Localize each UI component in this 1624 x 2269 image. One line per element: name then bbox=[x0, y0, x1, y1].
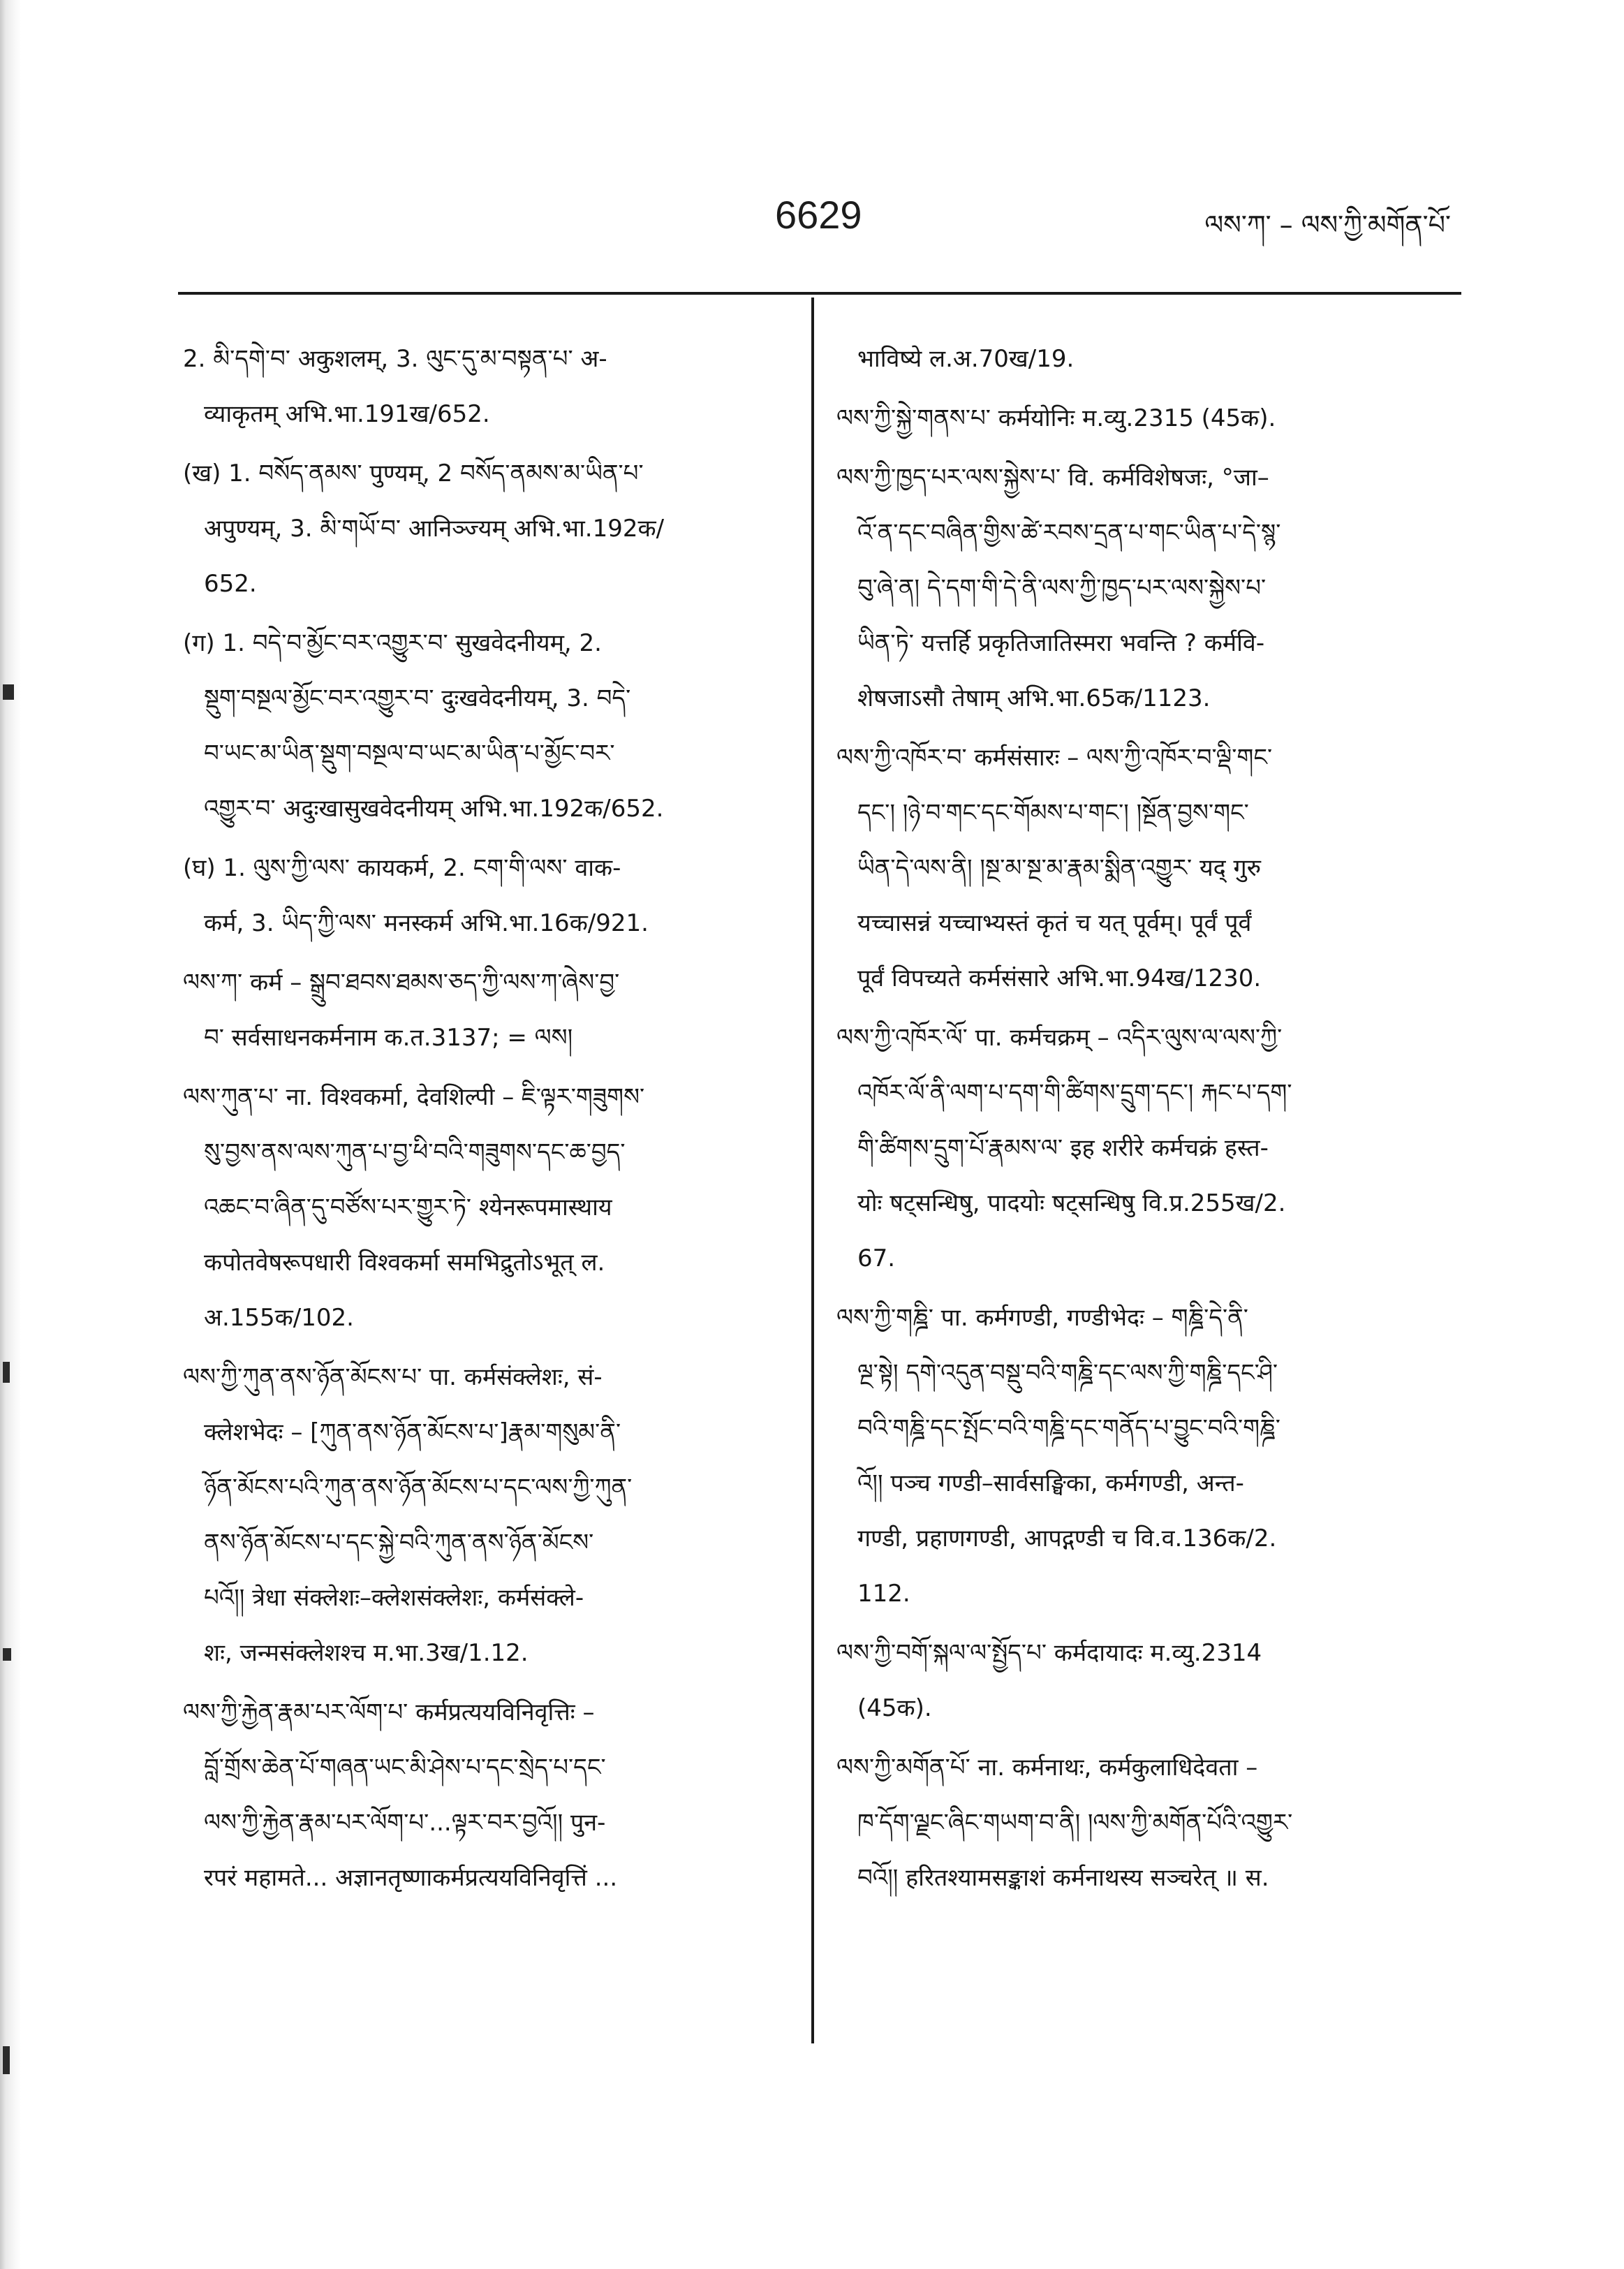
dictionary-entry bbox=[183, 332, 797, 442]
entry-line: पूर्वं विपच्यते कर्मसंसारे अभि.भा.94ख/1230. bbox=[857, 964, 1262, 992]
entry-line: अ.155क/102. bbox=[204, 1304, 354, 1332]
dictionary-entry bbox=[836, 1291, 1451, 1622]
entry-line: ལས་ཀྱི་གཎྜི་ पा. कर्मगण्डी, गण्डीभेदः – གཎྜི་དེ་ནི་ bbox=[836, 1304, 1248, 1332]
dictionary-entry bbox=[836, 1011, 1451, 1286]
entry-line: अपुण्यम्, 3. མི་གཡོ་བ་ आनिञ्ज्यम् अभि.भा.192क/ bbox=[204, 515, 665, 543]
entry-line: यच्चासन्नं यच्चाभ्यस्तं कृतं च यत् पूर्वम्। पूर्वं पूर्वं bbox=[857, 909, 1252, 937]
entry-line: शेषजाऽसौ तेषाम् अभि.भा.65क/1123. bbox=[857, 684, 1211, 712]
entry-line: (ख) 1. བསོད་ནམས་ पुण्यम्, 2 བསོད་ནམས་མ་ཡིན་པ་ bbox=[183, 460, 644, 487]
entry-line: བློ་གྲོས་ཆེན་པོ་གཞན་ཡང་མི་ཤེས་པ་དང་སྲེད་པ་དང་ bbox=[204, 1754, 606, 1782]
entry-line: བ་ཡང་མ་ཡིན་སྡུག་བསྔལ་བ་ཡང་མ་ཡིན་པ་མྱོང་བར་ bbox=[204, 740, 615, 768]
entry-line: འཁོར་ལོ་ནི་ལག་པ་དག་གི་ཚིགས་དྲུག་དང་། རྐང་པ་དག་ bbox=[857, 1079, 1292, 1107]
page-number: 6629 bbox=[775, 193, 862, 237]
entry-line: क्लेशभेदः – [ཀུན་ནས་ཉོན་མོངས་པ་]རྣམ་གསུམ་ནི་ bbox=[204, 1418, 621, 1446]
scan-mark bbox=[3, 1362, 10, 1383]
left-column bbox=[183, 332, 797, 1910]
entry-line: བུ་ཞེ་ན། དེ་དག་གི་དེ་ནི་ལས་ཀྱི་ཁྱད་པར་ལས་སྐྱེས་པ་ bbox=[857, 574, 1267, 602]
entry-line: (घ) 1. ལུས་ཀྱི་ལས་ कायकर्म, 2. ངག་གི་ལས་ वाक- bbox=[183, 854, 621, 882]
entry-line: योः षट्सन्धिषु, पादयोः षट्सन्धिषु वि.प्र.255ख/2. bbox=[857, 1189, 1286, 1217]
entry-line: བ་ सर्वसाधनकर्मनाम क.त.3137; = ལས། bbox=[204, 1024, 573, 1052]
entry-line: ལས་ཀྱི་སྐྱེ་གནས་པ་ कर्मयोनिः म.व्यु.2315 (45क). bbox=[836, 404, 1276, 432]
scan-mark bbox=[3, 684, 14, 700]
entry-line: गण्डी, प्रहाणगण्डी, आपद्गण्डी च वि.व.136क/2. bbox=[857, 1525, 1277, 1552]
entry-line: ནས་ཉོན་མོངས་པ་དང་སྐྱེ་བའི་ཀུན་ནས་ཉོན་མོངས་ bbox=[204, 1529, 594, 1557]
entry-line: བའོ།། हरितश्यामसङ्काशं कर्मनाथस्य सञ्चरेत् ॥ स. bbox=[857, 1864, 1269, 1892]
dictionary-entry bbox=[183, 1685, 797, 1906]
entry-line: ལས་ཀྱི་འཁོར་ལོ་ पा. कर्मचक्रम् – འདིར་ལུས་ལ་ལས་ཀྱི་ bbox=[836, 1024, 1283, 1052]
entry-line: ལས་ཀ་ कर्म – སྒྲུབ་ཐབས་ཐམས་ཅད་ཀྱི་ལས་ཀ་ཞེས་བྱ་ bbox=[183, 969, 620, 997]
dictionary-entry bbox=[836, 730, 1451, 1006]
dictionary-entry bbox=[183, 616, 797, 837]
entry-line: ལས་ཀྱི་འཁོར་བ་ कर्मसंसारः – ལས་ཀྱི་འཁོར་བ་ལྡི་གང་ bbox=[836, 744, 1273, 772]
dictionary-entry bbox=[183, 446, 797, 612]
running-head: ལས་ཀ་ – ལས་ཀྱི་མགོན་པོ་ bbox=[1204, 210, 1451, 240]
column-divider bbox=[811, 298, 814, 2043]
dictionary-entry bbox=[836, 450, 1451, 726]
entry-line: कपोतवेषरूपधारी विश्वकर्मा समभिद्रुतोऽभूत् ल. bbox=[204, 1249, 605, 1277]
entry-line: འོ་ན་དང་བཞིན་གྱིས་ཚེ་རབས་དྲན་པ་གང་ཡིན་པ་དེ་སྙ་ bbox=[857, 519, 1281, 547]
entry-line: कर्म, 3. ཡིད་ཀྱི་ལས་ मनस्कर्म अभि.भा.16क/921. bbox=[204, 909, 649, 937]
dictionary-entry bbox=[836, 391, 1451, 446]
entry-line: སྡུག་བསྔལ་མྱོང་བར་འགྱུར་བ་ दुःखवेदनीयम्, 3. བདེ་ bbox=[204, 684, 631, 712]
header-rule bbox=[178, 292, 1461, 295]
entry-line: འོ།། पञ्च गण्डी–सार्वसङ्घिका, कर्मगण्डी, अन्त- bbox=[857, 1469, 1244, 1497]
entry-line: शः, जन्मसंक्लेशश्च म.भा.3ख/1.12. bbox=[204, 1639, 529, 1667]
entry-line: ཡིན་ཏེ་ यत्तर्हि प्रकृतिजातिस्मरा भवन्ति ? कर्मवि- bbox=[857, 629, 1265, 657]
entry-line: 112. bbox=[857, 1580, 910, 1608]
scan-mark bbox=[3, 1648, 11, 1661]
entry-line: 67. bbox=[857, 1244, 896, 1272]
entry-line: (ग) 1. བདེ་བ་མྱོང་བར་འགྱུར་བ་ सुखवेदनीयम्, 2. bbox=[183, 629, 602, 657]
entry-line: 2. མི་དགེ་བ་ अकुशलम्, 3. ལུང་དུ་མ་བསྟན་པ་ अ- bbox=[183, 345, 607, 373]
entry-line: ལས་ཀྱི་མགོན་པོ་ ना. कर्मनाथः, कर्मकुलाधिदेवता – bbox=[836, 1754, 1258, 1782]
entry-line: ཡིན་དེ་ལས་ནི། །སྔ་མ་སྔ་མ་རྣམ་སྨིན་འགྱུར་ यद् गुरु bbox=[857, 854, 1262, 882]
dictionary-entry bbox=[183, 955, 797, 1066]
entry-line: སུ་བྱས་ནས་ལས་ཀུན་པ་བྱ་ཕི་བའི་གཟུགས་དང་ཆ་བྱད་ bbox=[204, 1138, 626, 1166]
dictionary-entry bbox=[836, 1626, 1451, 1736]
entry-line: रपरं महामते... अज्ञानतृष्णाकर्मप्रत्ययविनिवृत्तिं ... bbox=[204, 1864, 618, 1892]
entry-line: གི་ཚིགས་དྲུག་པོ་རྣམས་ལ་ इह शरीरे कर्मचक्रं हस्त- bbox=[857, 1134, 1269, 1162]
entry-line: ལས་ཀྱི་ཀུན་ནས་ཉོན་མོངས་པ་ पा. कर्मसंक्लेशः, सं- bbox=[183, 1363, 603, 1391]
entry-line: (45क). bbox=[857, 1694, 932, 1722]
entry-line: ལྔ་སྟེ། དགེ་འདུན་བསྡུ་བའི་གཎྜི་དང་ལས་ཀྱི་གཎྜི་དང་ཤི་ bbox=[857, 1359, 1278, 1387]
entry-line: ལས་ཀྱི་ཁྱད་པར་ལས་སྐྱེས་པ་ वि. कर्मविशेषजः, °जा– bbox=[836, 464, 1269, 492]
entry-line: ལས་ཀུན་པ་ ना. विश्वकर्मा, देवशिल्पी – ཇི་ལྟར་གཟུགས་ bbox=[183, 1083, 645, 1111]
entry-line: འགྱུར་བ་ अदुःखासुखवेदनीयम् अभि.भा.192क/652. bbox=[204, 795, 664, 823]
entry-line: भाविष्ये ल.अ.70ख/19. bbox=[857, 345, 1075, 373]
dictionary-entry bbox=[183, 841, 797, 951]
entry-line: ལས་ཀྱི་རྐྱེན་རྣམ་པར་ལོག་པ་...ལྟར་བར་བྱའོ།། पुन- bbox=[204, 1809, 606, 1837]
scan-margin-edge bbox=[0, 0, 21, 2269]
scan-mark bbox=[3, 2046, 10, 2074]
dictionary-entry bbox=[183, 1070, 797, 1346]
entry-line: འཆང་བ་ཞིན་དུ་བཙོས་པར་གྱུར་ཏེ་ श्येनरूपमास्थाय bbox=[204, 1194, 612, 1221]
dictionary-entry bbox=[183, 1350, 797, 1681]
entry-line: པའོ།། त्रेधा संक्लेशः–क्लेशसंक्लेशः, कर्मसंक्ले- bbox=[204, 1584, 584, 1612]
entry-line: ཉོན་མོངས་པའི་ཀུན་ནས་ཉོན་མོངས་པ་དང་ལས་ཀྱི་ཀུན་ bbox=[204, 1474, 633, 1501]
entry-line: 652. bbox=[204, 570, 257, 598]
entry-line: བའི་གཎྜི་དང་སྤོང་བའི་གཎྜི་དང་གནོད་པ་བྱུང་བའི་གཎྜི་ bbox=[857, 1414, 1280, 1442]
entry-line: ལས་ཀྱི་བགོ་སྐལ་ལ་སྤྱོད་པ་ कर्मदायादः म.व्यु.2314 bbox=[836, 1639, 1262, 1667]
entry-line: ལས་ཀྱི་རྐྱེན་རྣམ་པར་ལོག་པ་ कर्मप्रत्ययविनिवृत्तिः – bbox=[183, 1698, 595, 1726]
right-column bbox=[836, 332, 1451, 1910]
entry-line: དང་། །ཉེ་བ་གང་དང་གོམས་པ་གང་། །སྔོན་བྱས་གང་ bbox=[857, 799, 1249, 827]
entry-line: ཁ་དོག་ལྗང་ཞིང་གཡག་བ་ནི། །ལས་ཀྱི་མགོན་པོའི་འགྱུར་ bbox=[857, 1809, 1293, 1837]
dictionary-entry bbox=[836, 1740, 1451, 1906]
dictionary-entry bbox=[836, 332, 1451, 387]
entry-line: व्याकृतम् अभि.भा.191ख/652. bbox=[204, 400, 490, 428]
